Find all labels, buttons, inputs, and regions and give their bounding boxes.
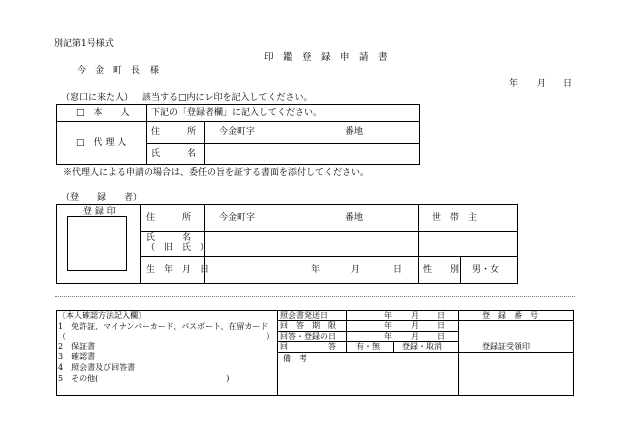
proxy-note: ※代理人による申請の場合は、委任の旨を証する書面を添付してください。 <box>63 168 370 178</box>
proxy-checkbox-label[interactable]: □ 代 理 人 <box>76 138 127 148</box>
remarks-label: 備 考 <box>283 354 307 363</box>
answer-deadline-day: 日 <box>437 321 445 330</box>
cut-line <box>55 296 575 297</box>
method-3: 3 確認書 <box>58 352 96 361</box>
method-header: 〔本人確認方法記入欄〕 <box>58 311 146 320</box>
reg-name-label: 氏 名 <box>146 233 192 243</box>
cert-receipt-label: 登録証受領印 <box>482 342 530 351</box>
addressee-honorific: 様 <box>150 66 160 76</box>
date-year-label: 年 <box>509 79 519 89</box>
reg-address-banchi: 番地 <box>345 213 364 223</box>
answer-reg-date-label: 回答・登録の日 <box>280 332 336 341</box>
seal-label: 登 録 印 <box>83 207 116 217</box>
answer-reg-date-year: 年 <box>384 332 392 341</box>
method-1-blank: （ ） <box>58 332 274 341</box>
answer-deadline-label: 回 答 期 限 <box>280 321 336 330</box>
method-1: 1 免許証、マイナンバーカード、パスポート、在留カード <box>58 322 269 331</box>
dob-label: 生 年 月 日 <box>146 265 210 275</box>
answer-label: 回 答 <box>280 342 336 351</box>
self-checkbox-label[interactable]: □ 本 人 <box>76 108 130 118</box>
gender-label: 性 別 <box>423 265 460 275</box>
reg-number-label: 登 録 番 号 <box>482 311 538 320</box>
method-5: 5 その他( ) <box>58 374 230 383</box>
answer-yes-no[interactable]: 有・無 <box>356 342 380 351</box>
answer-deadline-month: 月 <box>411 321 419 330</box>
applicant-note-label: （窓口に来た人） <box>61 93 134 103</box>
self-instruction: 下記の「登録者欄」に記入してください。 <box>151 108 323 118</box>
household-head-label: 世 帯 主 <box>432 213 478 223</box>
proxy-name-label: 氏 名 <box>151 149 197 159</box>
reg-cancel[interactable]: 登録・取消 <box>402 342 442 351</box>
registrant-section-label: （登 録 者） <box>61 193 143 203</box>
gender-value[interactable]: 男・女 <box>472 265 500 275</box>
proxy-address-label: 住 所 <box>151 127 197 137</box>
form-number: 別記第1号様式 <box>54 39 114 49</box>
method-4: 4 照会書及び回答書 <box>58 363 136 372</box>
reg-name-field[interactable] <box>209 235 414 253</box>
former-name-label: （ 旧 氏 ） <box>146 243 210 253</box>
inquiry-sent-label: 照会書発送日 <box>280 311 328 320</box>
form-title: 印 鑑 登 録 申 請 書 <box>264 52 388 63</box>
dob-year: 年 <box>311 265 321 275</box>
addressee: 今 金 町 長 <box>77 66 141 76</box>
dob-day: 日 <box>393 265 403 275</box>
proxy-address-banchi: 番地 <box>345 127 364 137</box>
inquiry-sent-month: 月 <box>411 311 419 320</box>
reg-address-label: 住 所 <box>146 213 192 223</box>
date-month-label: 月 <box>537 79 547 89</box>
answer-reg-date-day: 日 <box>437 332 445 341</box>
proxy-address-prefix: 今金町字 <box>219 127 256 137</box>
date-day-label: 日 <box>563 79 573 89</box>
seal-box[interactable] <box>67 216 127 271</box>
inquiry-sent-year: 年 <box>384 311 392 320</box>
inquiry-sent-day: 日 <box>437 311 445 320</box>
answer-reg-date-month: 月 <box>411 332 419 341</box>
proxy-name-field[interactable] <box>209 146 414 160</box>
applicant-note-text: 該当する□内にレ印を記入してください。 <box>142 93 313 103</box>
answer-deadline-year: 年 <box>384 321 392 330</box>
reg-address-prefix: 今金町字 <box>219 213 256 223</box>
method-2: 2 保証書 <box>58 342 96 351</box>
dob-month: 月 <box>351 265 361 275</box>
